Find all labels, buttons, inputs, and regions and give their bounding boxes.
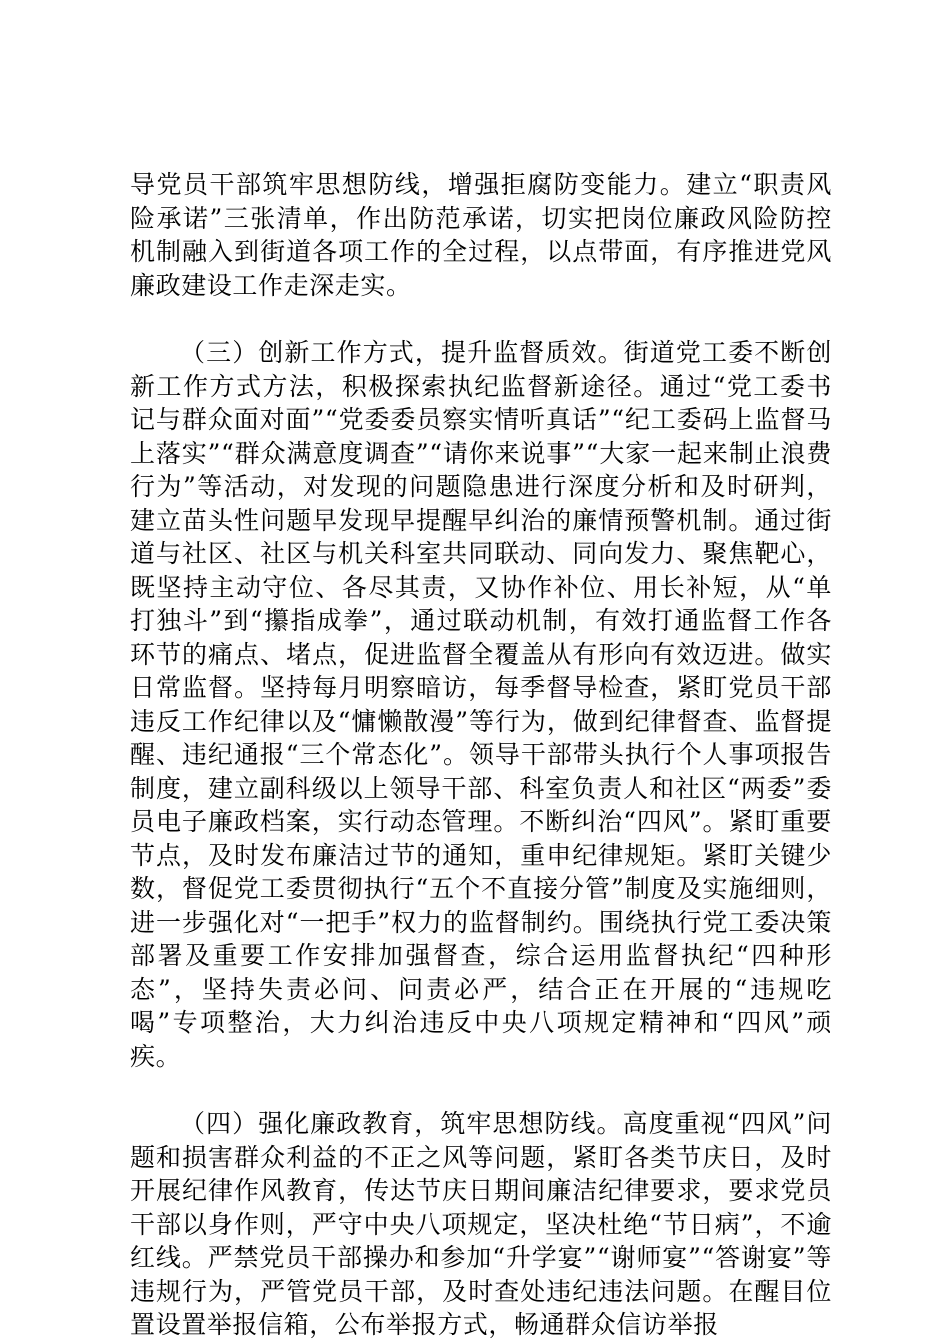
paragraph-section-4: （四）强化廉政教育，筑牢思想防线。高度重视“四风”问题和损害群众利益的不正之风等问题，紧盯各类节庆日，及时开展纪律作风教育，传达节庆日期间廉洁纪律要求，要求党员干部以身作则，严守中央八项规定，坚决杜绝“节日病”，不逾红线。严禁党员干部操办和参加“升学宴”“谢师宴”“答谢宴”等违规行为，严管党员干部，及时查处违纪违法问题。在醒目位置设置举报信箱，公布举报方式，畅通群众信访举报 (130, 1109, 832, 1339)
paragraph-continuation: 导党员干部筑牢思想防线，增强拒腐防变能力。建立“职责风险承诺”三张清单，作出防范承诺，切实把岗位廉政风险防控机制融入到街道各项工作的全过程，以点带面，有序推进党风廉政建设工作走深走实。 (130, 170, 832, 300)
paragraph-gap (130, 302, 832, 336)
document-page (130, 168, 832, 1342)
paragraph-section-3: （三）创新工作方式，提升监督质效。街道党工委不断创新工作方式方法，积极探索执纪监督新途径。通过“党工委书记与群众面对面”“党委委员察实情听真话”“纪工委码上监督马上落实”“群众满意度调查”“请你来说事”“大家一起来制止浪费行为”等活动，对发现的问题隐患进行深度分析和及时研判，建立苗头性问题早发现早提醒早纠治的廉情预警机制。通过街道与社区、社区与机关科室共同联动、同向发力、聚焦靶心，既坚持主动守位、各尽其责，又协作补位、用长补短，从“单打独斗”到“攥指成拳”，通过联动机制，有效打通监督工作各环节的痛点、堵点，促进监督全覆盖从有形向有效迈进。做实日常监督。坚持每月明察暗访，每季督导检查，紧盯党员干部违反工作纪律以及“慵懒散漫”等行为，做到纪律督查、监督提醒、违纪通报“三个常态化”。领导干部带头执行个人事项报告制度，建立副科级以上领导干部、科室负责人和社区“两委”委员电子廉政档案，实行动态管理。不断纠治“四风”。紧盯重要节点，及时发布廉洁过节的通知，重申纪律规矩。紧盯关键少数，督促党工委贯彻执行“五个不直接分管”制度及实施细则，进一步强化对“一把手”权力的监督制约。围绕执行党工委决策部署及重要工作安排加强督查，综合运用监督执纪“四种形态”，坚持失责必问、问责必严，结合正在开展的“违规吃喝”专项整治，大力纠治违反中央八项规定精神和“四风”顽疾。 (130, 338, 832, 1071)
paragraph-gap (130, 1073, 832, 1107)
